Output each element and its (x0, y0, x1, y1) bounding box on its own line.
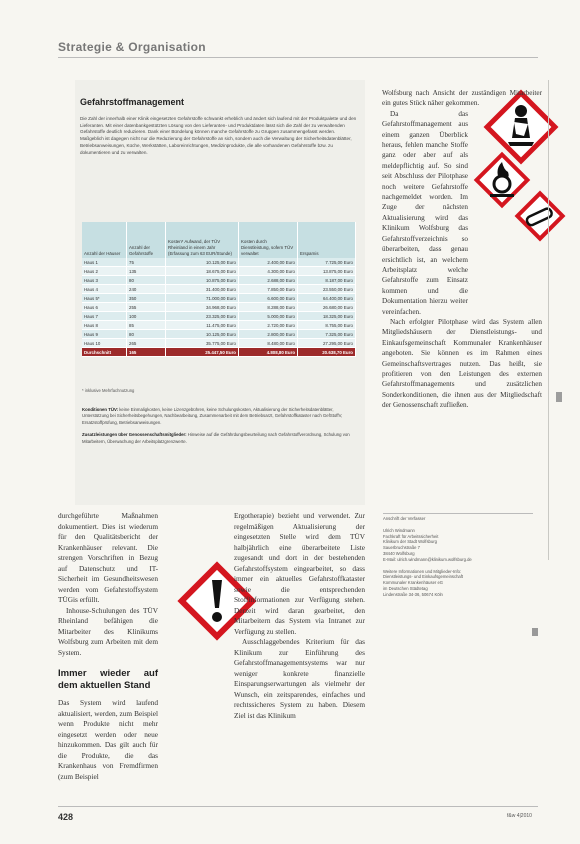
table-row (82, 312, 356, 321)
table-cell: 80 (127, 276, 166, 285)
box-intro (80, 116, 360, 156)
table-cell: 23.325,00 Euro (166, 312, 239, 321)
footer-rule (58, 806, 538, 807)
table-header: Anzahl der Gefahrstoffe (127, 222, 166, 258)
table-cell: 31.400,00 Euro (166, 285, 239, 294)
table-row (82, 294, 356, 303)
table-cell: 2.800,00 Euro (239, 330, 298, 339)
table-cell: Haus 2 (82, 267, 127, 276)
subheading: Immer wieder auf dem aktuellen Stand (58, 668, 158, 691)
table-row (82, 276, 356, 285)
info-address: Ulrich Windmann Fachkraft für Arbeitssicherheit Klinikum der Stadt Wolfsburg Sauerbruchstraße 7 38440 Wolfsburg E-Mail: ulrich.windmann@klinikum.wolfsburg.de (383, 527, 472, 562)
condition-text: Hinweise auf die Gefährdungsbeurteilung nach Gefahrstoffverordnung, Schulung von Mitarbeitern, Überwachung der Arbeitsplatzgrenzwerte. (82, 432, 350, 444)
right-column-text (382, 88, 542, 411)
paragraph: Das System wird laufend aktualisiert, werden, zum Beispiel wenn Produkte nicht mehr eingesetzt werden oder neue hinzukommen. Das gilt auch für die Produkte, die das Krankenhaus von Fremdfirmen (zum Beispiel (58, 698, 158, 781)
paragraph: Wolfsburg nach Ansicht der zuständigen Mitarbeiter ein gutes Stück näher gekommen. (382, 89, 542, 108)
table-cell: 8.187,00 Euro (298, 276, 356, 285)
table-header-row (82, 222, 356, 258)
table-header: Kosten durch Dienstleistung, sofern TÜV verwaltet (239, 222, 298, 258)
table-cell: 26.680,00 Euro (298, 303, 356, 312)
table-cell: 4.300,00 Euro (239, 267, 298, 276)
table-cell: Haus 9 (82, 330, 127, 339)
table-cell: 20.638,70 Euro (298, 348, 356, 357)
box-title: Gefahrstoffmanagement (80, 97, 185, 107)
table-cell: 11.475,00 Euro (166, 321, 239, 330)
table-cell: 75 (127, 258, 166, 267)
table-cell: 35.775,00 Euro (166, 339, 239, 348)
table-header: Kosten* Aufwand, der TÜV Rheinland in einem Jahr (Erfassung zum 63 EUR/Stunde) (166, 222, 239, 258)
table-cell: 7.325,00 Euro (298, 330, 356, 339)
table-cell: 10.125,00 Euro (166, 258, 239, 267)
info-rule (383, 513, 533, 514)
info-further: Weitere Informationen und Mitglieder-Info: Dienstleistungs- und Einkaufsgemeinschaft Kommunaler Krankenhäuser eG im Deutschen Städtetag Lindenstraße 34-36, 50674 Köln (383, 568, 464, 597)
table-cell: Haus 1 (82, 258, 127, 267)
table-cell: 8.480,00 Euro (239, 339, 298, 348)
paragraph: Ergotherapie) bezieht und verwendet. Zur regelmäßigen Aktualisierung der eingesetzten Stelle wird dem TÜV halbjährlich eine überarbeitete Liste zugesandt und dort in der bestehenden Gefahrstoffsystem eingearbeitet, so dass immer ein aktuelles Gefahrstoffkataster sowie die entsprechenden Stoffinformationen zur Verfügung stehen. Derzeit wird daran gearbeitet, den Mitarbeitern das System via Intranet zur Verfügung zu stellen. (234, 511, 365, 636)
table-cell: 34.968,00 Euro (166, 303, 239, 312)
issue-label: f&w 4|2010 (507, 813, 532, 819)
table-cell: Haus 6 (82, 303, 127, 312)
table-cell: 80 (127, 330, 166, 339)
table-cell: 71.000,00 Euro (166, 294, 239, 303)
table-cell: 350 (127, 294, 166, 303)
table-cell: 13.875,00 Euro (298, 267, 356, 276)
table-cell: 255 (127, 303, 166, 312)
section-label: Strategie & Organisation (58, 40, 206, 54)
table-cell: 10.125,00 Euro (166, 330, 239, 339)
conditions (82, 407, 358, 451)
paragraph: Inhouse-Schulungen des TÜV Rheinland befähigen die Mitarbeiter des Klinikums Wolfsburg zum Arbeiten mit dem System. (58, 605, 158, 657)
paragraph: Nach erfolgter Pilotphase wird das System allen Mitgliedshäusern der Dienstleistungs- und Einkaufsgemeinschaft Kommunaler Krankenhäuser angeboten. Sie können es im Rahmen eines Gemeinschaftsvertrages nutzen. Das heißt, sie profitieren von den Leistungen des externen Gefahrstoffmanagements und zusätzlichen Sonderkonditionen, die ihnen aus der Mitgliedschaft der Genossenschaft zufließen. (382, 317, 542, 410)
table-cell: 165 (127, 348, 166, 357)
table-cell: 6.600,00 Euro (239, 294, 298, 303)
table-cell: Haus 3 (82, 276, 127, 285)
header-rule (58, 57, 538, 58)
paragraph (382, 109, 542, 317)
table-header: Ersparnis (298, 222, 356, 258)
condition-label: Konditionen TÜV: (82, 407, 119, 412)
table-cell: 5.000,00 Euro (239, 312, 298, 321)
table-cell: 25.447,50 Euro (166, 348, 239, 357)
table-cell: 2.400,00 Euro (239, 258, 298, 267)
table-row (82, 330, 356, 339)
table-cell: 265 (127, 339, 166, 348)
table-cell: 4.808,80 Euro (239, 348, 298, 357)
table-cell: Haus 7 (82, 312, 127, 321)
condition-tuev (82, 407, 358, 426)
table-cell: Durchschnitt (82, 348, 127, 357)
table-cell: Haus 5* (82, 294, 127, 303)
table-cell: 8.755,00 Euro (298, 321, 356, 330)
column-middle (234, 511, 365, 721)
table-row (82, 285, 356, 294)
table-cell: 100 (127, 312, 166, 321)
box-intro-text: Die Zahl der innerhalb einer Klinik eingesetzten Gefahrstoffe schwankt erheblich und ändert sich laufend mit der Produktpalette und den Lieferanten. Mit einer datenbankgestützten Lösung von den Lieferanten- und Produktdaten lässt sich die Zahl der zu verwaltenden Gefahrstoffe deutlich reduzieren. Dank einer Bündelung können manche Gefahrstoffe zu Gruppen zusammengefasst werden. Maßgeblich ist dagegen nicht nur die Reduzierung der Gefahrstoffe an sich, sondern auch die Verwaltung der Sicherheitsdatenblätter, Betriebsanweisungen, Küche, Werkstätten, Laboreinrichtungen, Medizinprodukte, die alle vorhandenen Gefahrstoffe bzw. zu dokumentieren und zu verwalten. (80, 116, 357, 155)
author-info (383, 516, 533, 604)
table-total-row (82, 348, 356, 357)
table-cell: 240 (127, 285, 166, 294)
table-cell: 23.550,00 Euro (298, 285, 356, 294)
table-cell: 2.688,00 Euro (239, 276, 298, 285)
table-cell: Haus 4 (82, 285, 127, 294)
column-left (58, 511, 158, 782)
table-row (82, 339, 356, 348)
table-cell: 7.850,00 Euro (239, 285, 298, 294)
condition-text: keine Einmaligkosten, keine Lizenzgebühren, keine Schulungskosten, Aktualisierung der Sicherheitsdatenblätter, Unterstützung bei Sicherheitsbegehungen, Nachbearbeitung, Zusammenarbeit mit dem Betriebsarzt, Gefahrstoffkataster nach GefStoffV, Ersatzstoffprüfung, Betriebsanweisungen. (82, 407, 343, 425)
table-header: Anzahl der Häuser (82, 222, 127, 258)
page-tab (556, 392, 562, 402)
table-cell: 18.675,00 Euro (166, 267, 239, 276)
table-row (82, 303, 356, 312)
table-cell: Haus 8 (82, 321, 127, 330)
end-marker (532, 628, 538, 636)
table-row (82, 321, 356, 330)
table-cell: 64.400,00 Euro (298, 294, 356, 303)
table-cell: Haus 10 (82, 339, 127, 348)
page-number: 428 (58, 812, 74, 822)
table-cell: 7.725,00 Euro (298, 258, 356, 267)
condition-extra (82, 432, 358, 445)
table-cell: 27.295,00 Euro (298, 339, 356, 348)
paragraph: durchgeführte Maßnahmen dokumentiert. Dies ist wiederum für den Qualitätsbericht der Krankenhäuser relevant. Die strengen Vorschriften in Bezug auf Datenschutz und IT-Sicherheit im Gesundheitswesen werden vom Gefahrstoffsystem TÜGis erfüllt. (58, 511, 158, 604)
table-cell: 2.720,00 Euro (239, 321, 298, 330)
paragraph: Ausschlaggebendes Kriterium für das Klinikum zur Einführung des Gefahrstoffmanagementsystems war nur weniger konkrete finanzielle Einsparungserwartungen als vielmehr der Wunsch, ein zeitsparendes, einfaches und rechtssicheres System zu haben. Diesem Ziel ist das Klinikum (234, 637, 365, 720)
condition-label: Zusatzleistungen über Genossenschaftsmitglieder: (82, 432, 187, 438)
table-cell: 85 (127, 321, 166, 330)
table-cell: 18.325,00 Euro (298, 312, 356, 321)
page-edge (548, 80, 559, 560)
table-cell: 10.875,00 Euro (166, 276, 239, 285)
paragraph-text: Da das Gefahrstoffmanagement aus einem ganzen Überblick heraus, fehlen manche Stoffe ganz oder aber auf als meldepflichtig auf. So sind seit Abschluss der Pilotphase noch weitere Gefahrstoffe nachgemeldet worden. Im Zuge der nächsten Aktualisierung wird das Klinikum Wolfsburg das Gefahrstoffverzeichnis so überarbeiten, dass genau ersichtlich ist, an welchem Arbeitsplatz welche Gefahrstoffe zum Einsatz kommen und die Dokumentation hierzu weiter vereinfachen. (382, 109, 468, 316)
table-cell: 135 (127, 267, 166, 276)
table-row (82, 267, 356, 276)
savings-table (82, 222, 356, 357)
table-row (82, 258, 356, 267)
table-footnote: * inklusive Mehrfachnutzung (82, 388, 135, 393)
table-cell: 8.288,00 Euro (239, 303, 298, 312)
info-heading: Anschrift der Verfasser (383, 516, 426, 521)
